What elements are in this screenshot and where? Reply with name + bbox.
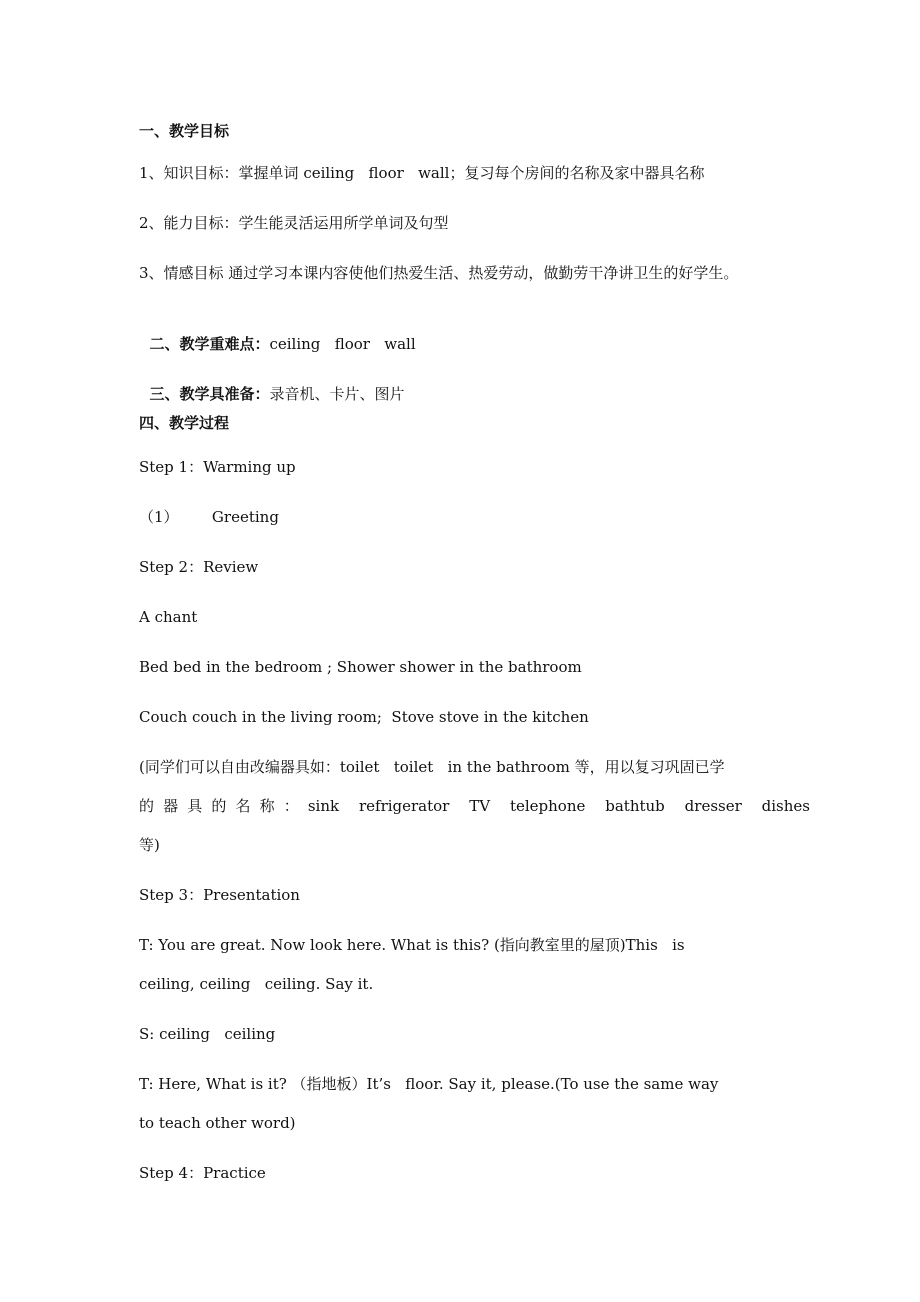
note-line-2: 的器具的名称：sink refrigerator TV telephone bathtub dresser dishes	[139, 797, 810, 815]
process-heading: 四、教学过程	[139, 414, 230, 432]
teacher-line-1-cont: ceiling, ceiling ceiling. Say it.	[139, 975, 374, 993]
materials	[139, 364, 810, 404]
key-points-value: ceiling floor wall	[269, 335, 416, 353]
goal-ability: 2、能力目标：学生能灵活运用所学单词及句型	[139, 214, 449, 232]
student-line-1: S: ceiling ceiling	[139, 1025, 276, 1043]
key-points	[139, 314, 810, 354]
step-1-title: Step 1：Warming up	[139, 458, 296, 476]
teacher-line-2-cont: to teach other word)	[139, 1114, 296, 1132]
goal-emotion: 3、情感目标 通过学习本课内容使他们热爱生活、热爱劳动，做勤劳干净讲卫生的好学生。	[139, 264, 739, 282]
materials-value: 录音机、卡片、图片	[269, 385, 405, 403]
chant-line-2: Couch couch in the living room; Stove stove in the kitchen	[139, 708, 589, 726]
teacher-line-2: T: Here, What is it? （指地板）It’s floor. Say it, please.(To use the same way	[139, 1075, 719, 1093]
chant-title: A chant	[139, 608, 198, 626]
materials-label: 三、教学具准备：	[149, 385, 270, 403]
step-2-title: Step 2：Review	[139, 558, 259, 576]
key-points-label: 二、教学重难点：	[149, 335, 270, 353]
step-3-title: Step 3：Presentation	[139, 886, 300, 904]
goal-knowledge: 1、知识目标：掌握单词 ceiling floor wall；复习每个房间的名称及家中器具名称	[139, 164, 705, 182]
note-line-3: 等)	[139, 836, 160, 854]
note-line-1: (同学们可以自由改编器具如：toilet toilet in the bathroom 等，用以复习巩固已学	[139, 758, 725, 776]
chant-line-1: Bed bed in the bedroom ; Shower shower in the bathroom	[139, 658, 582, 676]
teacher-line-1: T: You are great. Now look here. What is this? (指向教室里的屋顶)This is	[139, 936, 685, 954]
step-4-title: Step 4：Practice	[139, 1164, 266, 1182]
goals-heading: 一、教学目标	[139, 122, 230, 140]
step-1-item: （1） Greeting	[139, 508, 279, 526]
